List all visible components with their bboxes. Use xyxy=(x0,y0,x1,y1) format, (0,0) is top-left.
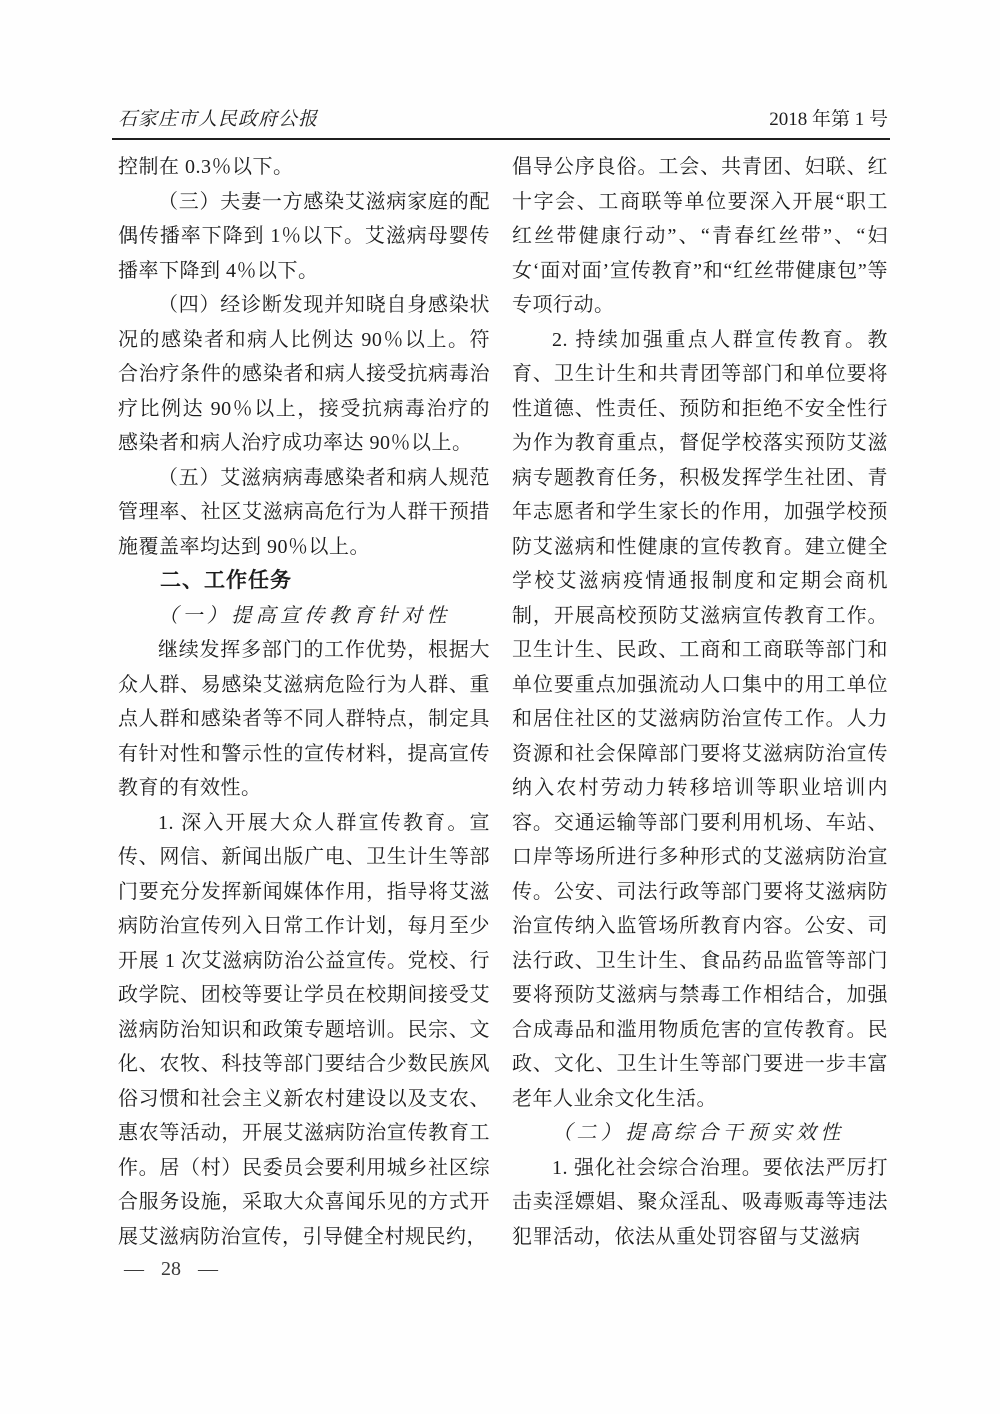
paragraph: 继续发挥多部门的工作优势，根据大众人群、易感染艾滋病危险行为人群、重点人群和感染者等不同人群特点，制定具有针对性和警示性的宣传材料，提高宣传教育的有效性。 xyxy=(118,639,490,799)
subsection-heading: （一）提高宣传教育针对性 xyxy=(158,604,451,627)
paragraph: 1. 深入开展大众人群宣传教育。宣传、网信、新闻出版广电、卫生计生等部门要充分发挥新闻媒体作用，指导将艾滋病防治宣传列入日常工作计划，每月至少开展 1 次艾滋病防治公益宣传。党校、行政学院、团校等要让学员在校期间接受艾滋病防治知识和政策专题培训。民宗、文化、农牧、科技等部门要结合少数民族风俗习惯和社会主义新农村建设以及支农、惠农等活动，开展艾滋病防治宣传教育工作。居（村）民委员会要利用城乡社区综合服务设施，采取大众喜闻乐见的方式开展艾滋病防治宣传，引导健全村规民约， xyxy=(118,811,490,1248)
paragraph: （四）经诊断发现并知晓自身感染状况的感染者和病人比例达 90％以上。符合治疗条件的感染者和病人接受抗病毒治疗比例达 90％以上，接受抗病毒治疗的感染者和病人治疗成功率达 90％以上。 xyxy=(118,294,490,454)
paragraph: （五）艾滋病病毒感染者和病人规范管理率、社区艾滋病高危行为人群干预措施覆盖率均达到 90％以上。 xyxy=(118,466,490,558)
paragraph-continued: 倡导公序良俗。工会、共青团、妇联、红十字会、工商联等单位要深入开展“职工红丝带健康行动”、“青春红丝带”、“妇女‘面对面’宣传教育”和“红丝带健康包”等专项行动。 xyxy=(512,156,888,316)
publication-title: 石家庄市人民政府公报 xyxy=(118,109,319,130)
column-right xyxy=(512,150,888,1254)
paragraph: 2. 持续加强重点人群宣传教育。教育、卫生计生和共青团等部门和单位要将性道德、性责任、预防和拒绝不安全性行为作为教育重点，督促学校落实预防艾滋病专题教育任务，积极发挥学生社团、青年志愿者和学生家长的作用，加强学校预防艾滋病和性健康的宣传教育。建立健全学校艾滋病疫情通报制度和定期会商机制，开展高校预防艾滋病宣传教育工作。卫生计生、民政、工商和工商联等部门和单位要重点加强流动人口集中的用工单位和居住社区的艾滋病防治宣传工作。人力资源和社会保障部门要将艾滋病防治宣传纳入农村劳动力转移培训等职业培训内容。交通运输等部门要利用机场、车站、口岸等场所进行多种形式的艾滋病防治宣传。公安、司法行政等部门要将艾滋病防治宣传纳入监管场所教育内容。公安、司法行政、卫生计生、食品药品监管等部门要将预防艾滋病与禁毒工作相结合，加强合成毒品和滥用物质危害的宣传教育。民政、文化、卫生计生等部门要进一步丰富老年人业余文化生活。 xyxy=(512,328,888,1110)
section-heading: 二、工作任务 xyxy=(160,569,292,592)
subsection-heading: （二）提高综合干预实效性 xyxy=(552,1122,845,1144)
page-number: — 28 — xyxy=(124,1258,218,1280)
page-header xyxy=(112,104,890,140)
paragraph: 1. 强化社会综合治理。要依法严厉打击卖淫嫖娼、聚众淫乱、吸毒贩毒等违法犯罪活动，依法从重处罚容留与艾滋病 xyxy=(512,1156,888,1248)
paragraph: （三）夫妻一方感染艾滋病家庭的配偶传播率下降到 1％以下。艾滋病母婴传播率下降到 4％以下。 xyxy=(118,190,490,282)
paragraph-continued: 控制在 0.3％以下。 xyxy=(118,156,294,178)
issue-number: 2018 年第 1 号 xyxy=(769,109,888,130)
column-left xyxy=(118,150,490,1254)
